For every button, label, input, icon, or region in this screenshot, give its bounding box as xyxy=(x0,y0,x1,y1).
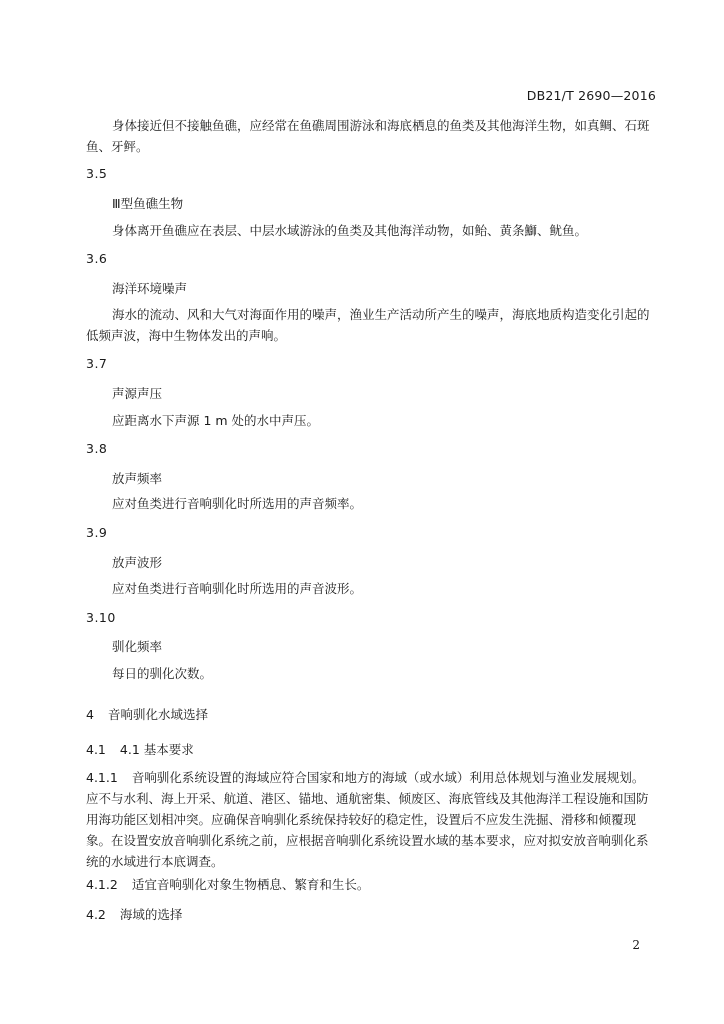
definition-3-5: 身体离开鱼礁应在表层、中层水域游泳的鱼类及其他海洋动物，如鲐、黄条鰤、鱿鱼。 xyxy=(112,223,588,238)
clause-number-3-9: 3.9 xyxy=(86,525,108,540)
term-3-8: 放声频率 xyxy=(112,471,163,486)
clause-number-4-1-1: 4.1.1 xyxy=(86,770,118,785)
clause-text-4-1-1: 音响驯化系统设置的海域应符合国家和地方的海域（或水域）利用总体规划与渔业发展规划。应不与水利、海上开采、航道、港区、锚地、通航密集、倾废区、海底管线及其他海洋工程设施和国防用海功能区划相冲突。应确保音响驯化系统保持较好的稳定性，设置后不应发生洗掘、滑移和倾覆现象。在设置安放音响驯化系统之前，应根据音响驯化系统设置水域的基本要求，应对拟安放音响驯化系统的水域进行本底调查。 xyxy=(86,770,649,869)
clause-number-3-7: 3.7 xyxy=(86,356,108,371)
page-number: 2 xyxy=(632,938,640,952)
clause-number-3-10: 3.10 xyxy=(86,610,116,625)
term-3-6: 海洋环境噪声 xyxy=(112,281,188,296)
clause-number-3-5: 3.5 xyxy=(86,166,108,181)
term-3-7: 声源声压 xyxy=(112,386,163,401)
section-number-4: 4 xyxy=(86,707,94,722)
clause-number-4-1-2: 4.1.2 xyxy=(86,877,118,892)
paragraph-3-4-definition: 身体接近但不接触鱼礁，应经常在鱼礁周围游泳和海底栖息的鱼类及其他海洋生物，如真鲷、石斑鱼、牙鲆。 xyxy=(86,118,650,154)
clause-4-1-1 xyxy=(86,767,656,872)
section-heading-4-1 xyxy=(86,739,656,760)
section-heading-4 xyxy=(86,704,656,725)
definition-3-8: 应对鱼类进行音响驯化时所选用的声音频率。 xyxy=(112,496,363,511)
term-3-9: 放声波形 xyxy=(112,555,163,570)
section-title-4-2: 海域的选择 xyxy=(119,907,183,922)
clause-number-3-6: 3.6 xyxy=(86,251,108,266)
term-3-5: Ⅲ型鱼礁生物 xyxy=(112,196,184,211)
clause-number-3-8: 3.8 xyxy=(86,441,108,456)
clause-4-1-2 xyxy=(86,874,656,895)
section-title-4: 音响驯化水域选择 xyxy=(107,707,208,722)
definition-3-9: 应对鱼类进行音响驯化时所选用的声音波形。 xyxy=(112,581,363,596)
section-number-4-1: 4.1 xyxy=(86,742,106,757)
section-title-4-1: 4.1 基本要求 xyxy=(119,742,194,757)
clause-text-4-1-2: 适宜音响驯化对象生物栖息、繁育和生长。 xyxy=(131,877,370,892)
definition-3-7: 应距离水下声源 1 m 处的水中声压。 xyxy=(112,413,320,428)
section-number-4-2: 4.2 xyxy=(86,907,106,922)
definition-3-10: 每日的驯化次数。 xyxy=(112,666,213,681)
section-heading-4-2 xyxy=(86,904,656,925)
term-3-10: 驯化频率 xyxy=(112,639,163,654)
definition-3-6: 海水的流动、风和大气对海面作用的噪声，渔业生产活动所产生的噪声，海底地质构造变化引起的低频声波，海中生物体发出的声响。 xyxy=(86,307,650,343)
doc-code-header: DB21/T 2690—2016 xyxy=(526,88,656,103)
